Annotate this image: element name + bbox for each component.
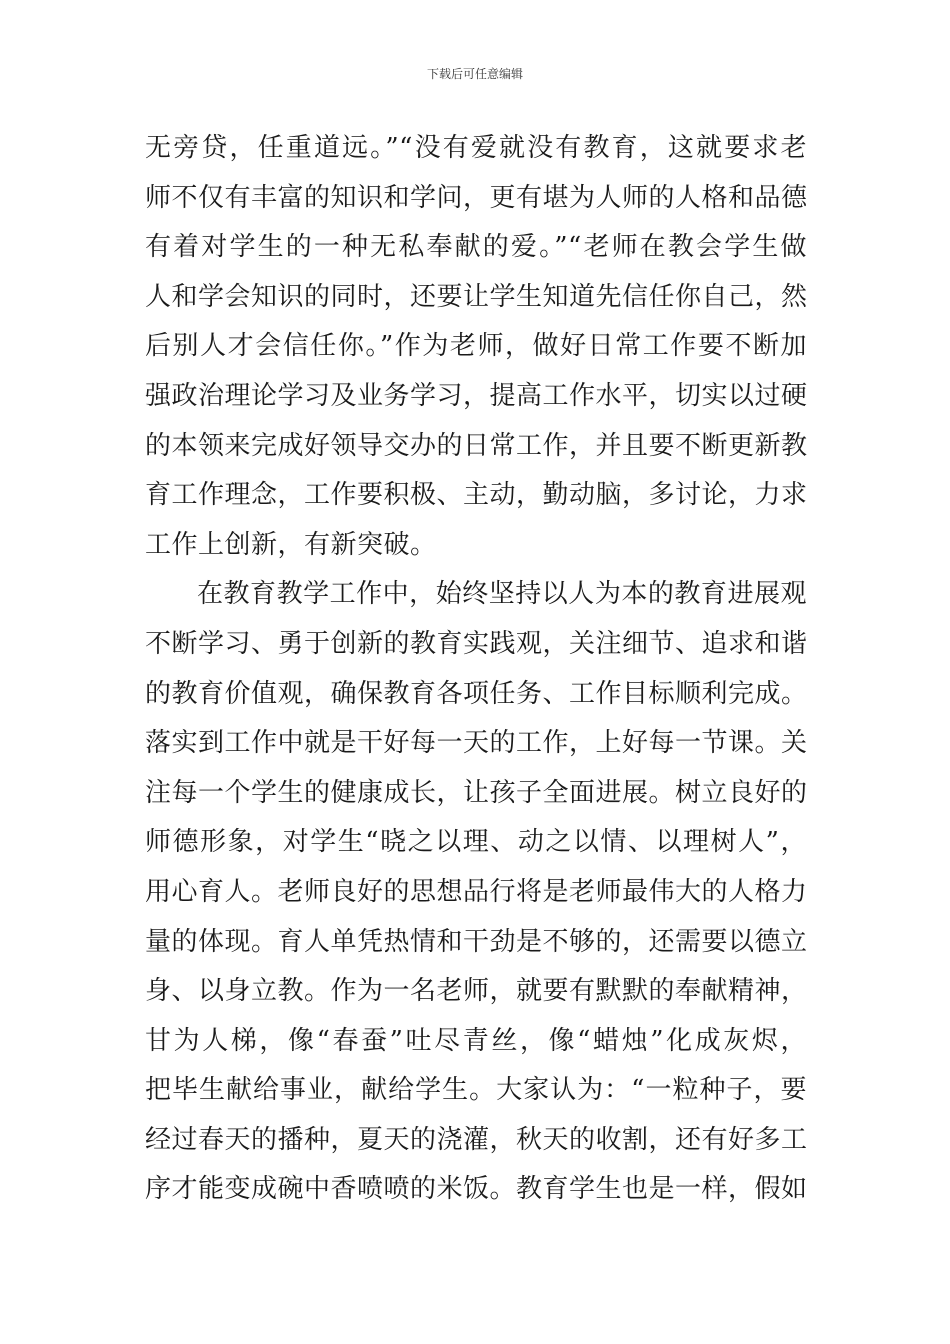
- text-line: 后别人才会信任你。”作为老师，做好日常工作要不断加: [145, 331, 807, 362]
- text-line: 在教育教学工作中，始终坚持以人为本的教育进展观: [197, 579, 807, 610]
- text-line: 用心育人。老师良好的思想品行将是老师最伟大的人格力: [145, 876, 808, 907]
- page-header: 下载后可任意编辑: [426, 67, 523, 81]
- text-line: 无旁贷，任重道远。”“没有爱就没有教育，这就要求老: [145, 133, 807, 163]
- text-line: 量的体现。育人单凭热情和干劲是不够的，还需要以德立: [145, 926, 808, 957]
- text-line: 的教育价值观，确保教育各项任务、工作目标顺利完成。: [145, 678, 808, 709]
- text-line: 甘为人梯，像“春蚕”吐尽青丝，像“蜡烛”化成灰烬，: [145, 1025, 807, 1056]
- text-line: 师不仅有丰富的知识和学问，更有堪为人师的人格和品德: [145, 182, 808, 213]
- text-line: 身、以身立教。作为一名老师，就要有默默的奉献精神，: [145, 976, 808, 1007]
- document-body: [145, 124, 807, 1215]
- text-line: 落实到工作中就是干好每一天的工作，上好每一节课。关: [145, 728, 808, 759]
- text-line: 把毕生献给事业，献给学生。大家认为：“一粒种子，要: [145, 1075, 807, 1106]
- text-line: 有着对学生的一种无私奉献的爱。”“老师在教会学生做: [145, 232, 807, 263]
- text-line: 工作上创新，有新突破。: [145, 529, 437, 560]
- text-line: 注每一个学生的健康成长，让孩子全面进展。树立良好的: [145, 777, 808, 808]
- text-line: 序才能变成碗中香喷喷的米饭。教育学生也是一样，假如: [145, 1174, 808, 1205]
- text-line: 不断学习、勇于创新的教育实践观，关注细节、追求和谐: [145, 628, 808, 659]
- text-line: 育工作理念，工作要积极、主动，勤动脑，多讨论，力求: [145, 480, 808, 511]
- text-line: 强政治理论学习及业务学习，提高工作水平，切实以过硬: [145, 380, 808, 411]
- text-line: 经过春天的播种，夏天的浇灌，秋天的收割，还有好多工: [145, 1124, 808, 1155]
- text-line: 的本领来完成好领导交办的日常工作，并且要不断更新教: [145, 430, 808, 461]
- text-line: 师德形象，对学生“晓之以理、动之以情、以理树人”，: [145, 827, 807, 858]
- text-line: 人和学会知识的同时，还要让学生知道先信任你自己，然: [145, 281, 808, 312]
